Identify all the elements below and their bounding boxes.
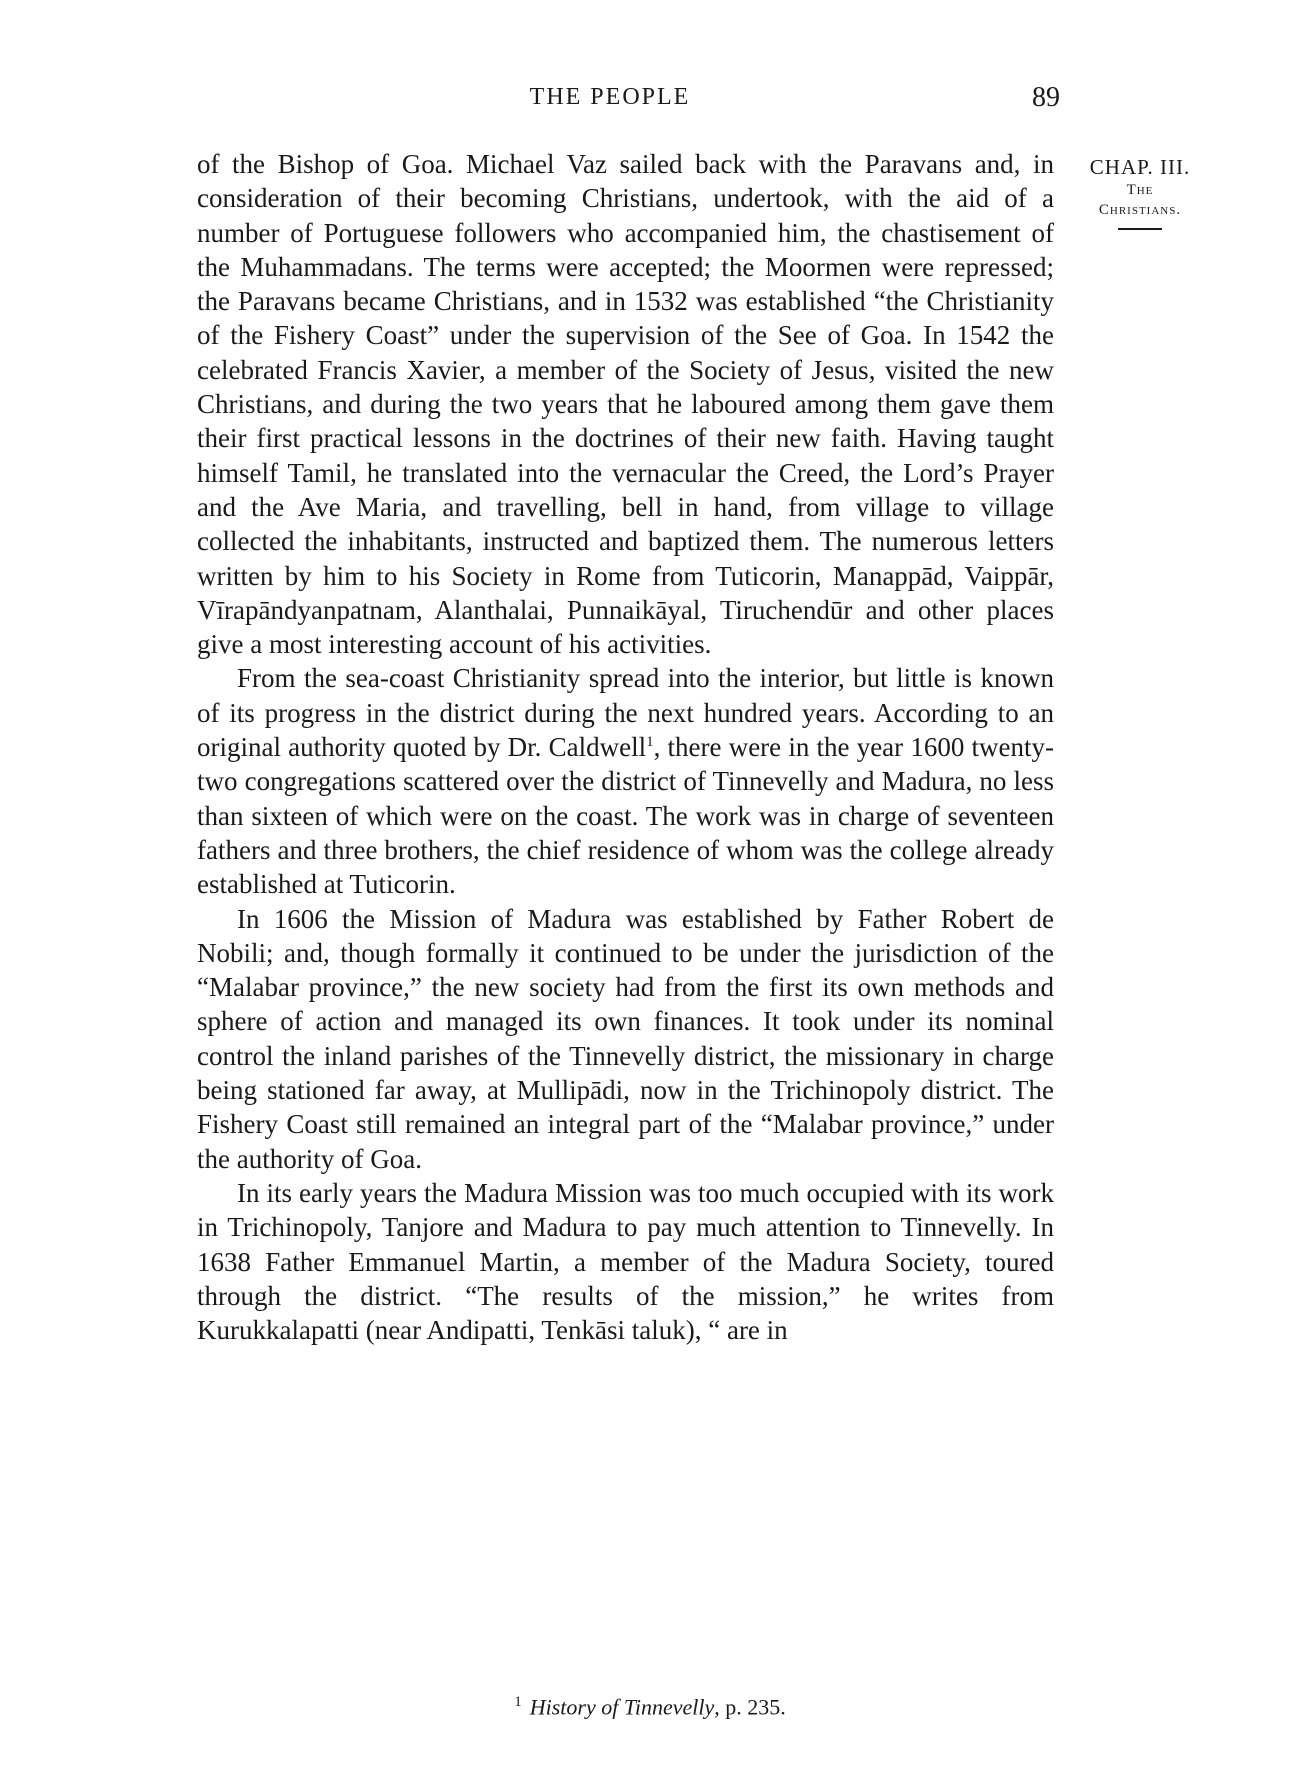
margin-note-section-line1: The xyxy=(1126,182,1154,199)
margin-note-chapter: CHAP. III. xyxy=(1089,155,1191,179)
paragraph-sea-coast-text-a: From the sea-coast Christianity spread into the interior, but little is known of its progress in the district during the next hundred years. According to an original authority quoted by Dr. Caldwell xyxy=(197,663,1054,763)
page-number: 89 xyxy=(1032,82,1060,113)
paragraph-sea-coast-text-b: , there were in the year 1600 twenty-two congregations scattered over the district of Tinnevelly and Madura, no less than sixteen of which were on the coast. The work was in charge of seventeen fathers and three brothers, the chief residence of whom was the college already established at Tuticorin. xyxy=(197,732,1054,900)
main-text xyxy=(197,147,1054,1347)
footnote-locator: , p. 235. xyxy=(714,1694,786,1720)
footnote-title: History of Tinnevelly xyxy=(529,1694,715,1720)
footnote-reference: 1 xyxy=(646,734,654,751)
margin-note-rule xyxy=(1118,228,1162,230)
paragraph-sea-coast xyxy=(197,661,1054,901)
paragraph-madura-mission: In 1606 the Mission of Madura was established by Father Robert de Nobili; and, though formally it continued to be under the jurisdiction of the “Malabar province,” the new society had from the first its own methods and sphere of action and managed its own finances. It took under its nominal control the inland parishes of the Tinnevelly district, the missionary in charge being stationed far away, at Mullipādi, now in the Trichinopoly district. The Fishery Coast still remained an integral part of the “Malabar province,” under the authority of Goa. xyxy=(197,903,1054,1174)
paragraph-early-years: In its early years the Madura Mission was too much occupied with its work in Trichinopoly, Tanjore and Madura to pay much attention to Tinnevelly. In 1638 Father Emmanuel Martin, a member of the Madura Society, toured through the district. “The results of the mission,” he writes from Kurukkalapatti (near Andipatti, Tenkāsi taluk), “ are in xyxy=(197,1177,1054,1346)
running-title xyxy=(0,84,1300,111)
margin-note xyxy=(1075,154,1205,230)
paragraph-continuation: of the Bishop of Goa. Michael Vaz sailed back with the Paravans and, in consideration of their becoming Christians, undertook, with the aid of a number of Portuguese followers who accompanied him, the chastisement of the Muhammadans. The terms were accepted; the Moormen were repressed; the Paravans became Christians, and in 1532 was established “the Christianity of the Fishery Coast” under the supervision of the See of Goa. In 1542 the celebrated Francis Xavier, a member of the Society of Jesus, visited the new Christians, and during the two years that he laboured among them gave them their first practical lessons in the doctrines of their new faith. Having taught himself Tamil, he translated into the vernacular the Creed, the Lord’s Prayer and the Ave Maria, and travelling, bell in hand, from village to village collected the inhabitants, instructed and baptized them. The numerous letters written by him to his Society in Rome from Tuticorin, Manappād, Vaippār, Vīrapāndyanpatnam, Alanthalai, Punnaikāyal, Tiruchendūr and other places give a most interesting account of his activities. xyxy=(197,149,1054,660)
margin-note-section-line2: Christians. xyxy=(1098,201,1182,218)
running-title-text: THE PEOPLE xyxy=(529,84,691,110)
footnote xyxy=(0,1694,1300,1720)
footnote-mark: 1 xyxy=(514,1694,522,1710)
